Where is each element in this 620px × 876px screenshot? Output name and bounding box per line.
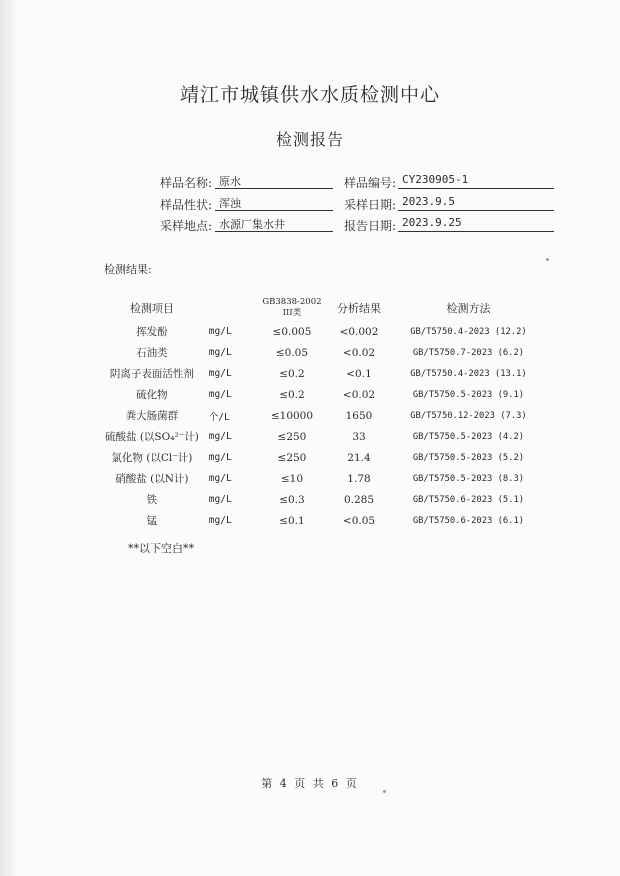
- item-cell: 氯化物 (以Cl⁻计): [111, 452, 193, 464]
- table-header-row: [105, 295, 545, 321]
- method-cell: GB/T5750.5-2023 (9.1): [412, 389, 525, 400]
- unit-cell: mg/L: [208, 389, 232, 400]
- report-date-label: 报告日期:: [343, 219, 396, 233]
- limit-cell: ≤250: [277, 430, 307, 443]
- limit-cell: ≤0.005: [272, 325, 312, 338]
- blank-below-note: **以下空白**: [128, 542, 194, 555]
- table-row: [105, 468, 545, 489]
- col-item-header: 检测项目: [129, 302, 174, 315]
- item-cell: 铁: [146, 494, 158, 506]
- item-cell: 硫化物: [136, 389, 168, 401]
- col-unit-header: [199, 295, 258, 321]
- col-standard-header: [258, 295, 326, 321]
- result-cell: <0.002: [339, 325, 379, 338]
- sampling-date-value: 2023.9.5: [398, 195, 554, 211]
- limit-cell: ≤10000: [270, 409, 314, 422]
- unit-cell: mg/L: [208, 494, 232, 505]
- result-cell: <0.1: [346, 367, 372, 380]
- limit-cell: ≤0.05: [275, 346, 309, 359]
- limit-cell: ≤0.2: [279, 388, 305, 401]
- results-label: 检测结果:: [104, 263, 152, 276]
- page-footer: 第 4 页 共 6 页: [261, 777, 359, 790]
- method-cell: GB/T5750.5-2023 (5.2): [412, 452, 525, 463]
- sample-name-value: 原水: [215, 173, 333, 189]
- limit-cell: ≤250: [277, 451, 307, 464]
- method-cell: GB/T5750.12-2023 (7.3): [410, 410, 527, 421]
- col-method-header: 检测方法: [446, 302, 491, 315]
- standard-header-line1: GB3838-2002: [262, 297, 322, 307]
- report-date-value: 2023.9.25: [398, 216, 554, 232]
- method-cell: GB/T5750.4-2023 (12.2): [410, 326, 527, 337]
- table-row: [105, 447, 545, 468]
- result-cell: <0.05: [342, 514, 376, 527]
- result-cell: 21.4: [347, 451, 371, 464]
- sample-id-value: CY230905-1: [398, 173, 554, 189]
- table-row: [105, 363, 545, 384]
- limit-cell: ≤10: [280, 472, 304, 485]
- item-cell: 硫酸盐 (以SO₄²⁻计): [105, 431, 199, 443]
- table-row: [105, 489, 545, 510]
- col-result-header: 分析结果: [337, 302, 381, 315]
- sampling-location-label: 采样地点:: [159, 219, 212, 233]
- result-cell: 0.285: [343, 493, 375, 506]
- limit-cell: ≤0.1: [279, 514, 305, 527]
- org-title: 靖江市城镇供水水质检测中心: [179, 84, 440, 106]
- item-cell: 石油类: [136, 347, 168, 359]
- item-cell: 粪大肠菌群: [125, 410, 179, 422]
- unit-cell: mg/L: [208, 515, 232, 526]
- sample-name-label: 样品名称:: [159, 176, 212, 190]
- method-cell: GB/T5750.6-2023 (6.1): [412, 515, 525, 526]
- sampling-location-value: 水源厂集水井: [215, 216, 333, 232]
- method-cell: GB/T5750.7-2023 (6.2): [412, 347, 525, 358]
- unit-cell: mg/L: [208, 452, 232, 463]
- sample-nature-label: 样品性状:: [159, 198, 212, 212]
- item-cell: 阴离子表面活性剂: [109, 368, 194, 380]
- table-row: [105, 384, 545, 405]
- unit-cell: mg/L: [208, 326, 232, 337]
- unit-cell: mg/L: [208, 431, 232, 442]
- result-cell: 1650: [345, 409, 373, 422]
- table-row: [105, 342, 545, 363]
- item-cell: 硝酸盐 (以N计): [115, 473, 189, 485]
- result-cell: 1.78: [347, 472, 371, 485]
- unit-cell: mg/L: [208, 368, 232, 379]
- result-cell: <0.02: [342, 388, 376, 401]
- item-cell: 锰: [146, 515, 158, 527]
- limit-cell: ≤0.3: [279, 493, 305, 506]
- method-cell: GB/T5750.6-2023 (5.1): [412, 494, 525, 505]
- report-title: 检测报告: [275, 130, 344, 149]
- item-cell: 挥发酚: [136, 326, 168, 338]
- results-table: [105, 295, 545, 531]
- limit-cell: ≤0.2: [279, 367, 305, 380]
- scan-speck: [383, 790, 386, 793]
- sample-nature-value: 浑浊: [215, 195, 333, 211]
- sample-id-label: 样品编号:: [343, 176, 396, 190]
- unit-cell: 个/L: [208, 411, 230, 423]
- sampling-date-label: 采样日期:: [343, 198, 396, 212]
- table-row: [105, 426, 545, 447]
- standard-header-line2: III类: [282, 308, 302, 318]
- method-cell: GB/T5750.5-2023 (4.2): [412, 431, 525, 442]
- table-row: [105, 405, 545, 426]
- table-row: [105, 510, 545, 531]
- table-row: [105, 321, 545, 342]
- method-cell: GB/T5750.4-2023 (13.1): [410, 368, 527, 379]
- unit-cell: mg/L: [208, 473, 232, 484]
- scan-speck: [546, 258, 549, 261]
- result-cell: 33: [352, 430, 366, 443]
- unit-cell: mg/L: [208, 347, 232, 358]
- method-cell: GB/T5750.5-2023 (8.3): [412, 473, 525, 484]
- result-cell: <0.02: [342, 346, 376, 359]
